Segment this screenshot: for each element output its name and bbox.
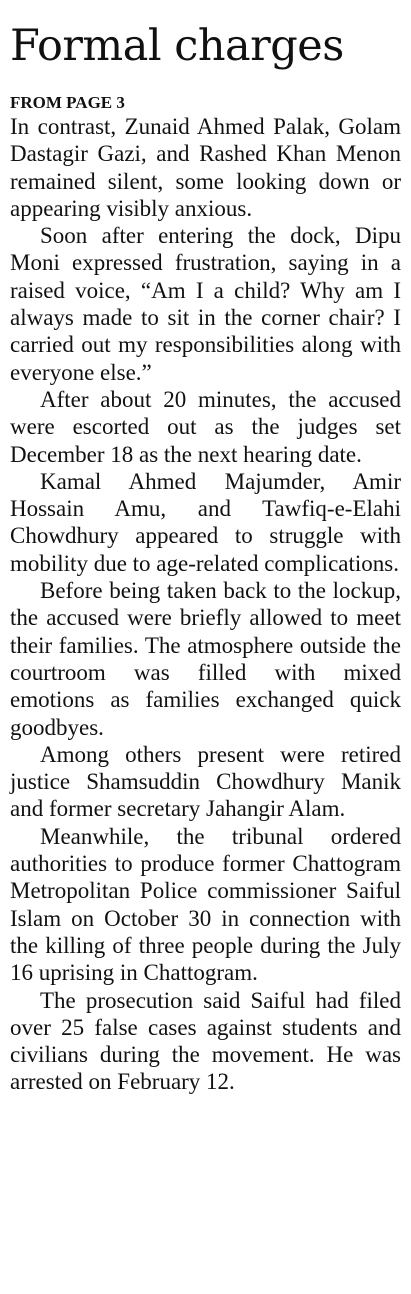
paragraph: Kamal Ahmed Majumder, Amir Hossain Amu, and Tawfiq-e-Elahi Chowdhury appeared to struggle with mobility due to age-related complications. [10,468,401,576]
headline: Formal charges [10,21,344,71]
paragraph: Before being taken back to the lockup, the accused were briefly allowed to meet their families. The atmosphere outside the courtroom was filled with mixed emotions as families exchanged quick goodbyes. [10,578,401,740]
paragraph: Soon after entering the dock, Dipu Moni expressed frustration, saying in a raised voice, “Am I a child? Why am I always made to sit in the corner chair? I carried out my responsibilities along with everyone else.” [10,223,401,385]
article [10,0,401,1096]
article-body [10,113,401,1096]
paragraph: In contrast, Zunaid Ahmed Palak, Golam Dastagir Gazi, and Rashed Khan Menon remained silent, some looking down or appearing visibly anxious. [10,114,401,221]
paragraph: Meanwhile, the tribunal ordered authorities to produce former Chattogram Metropolitan Police commissioner Saiful Islam on October 30 in connection with the killing of three people during the July 16 uprising in Chattogram. [10,823,401,986]
continued-from-label: FROM PAGE 3 [10,93,125,112]
paragraph: The prosecution said Saiful had filed over 25 false cases against students and civilians during the movement. He was arrested on February 12. [10,987,401,1095]
paragraph: Among others present were retired justice Shamsuddin Chowdhury Manik and former secretary Jahangir Alam. [10,741,401,822]
paragraph: After about 20 minutes, the accused were escorted out as the judges set December 18 as the next hearing date. [10,386,401,467]
